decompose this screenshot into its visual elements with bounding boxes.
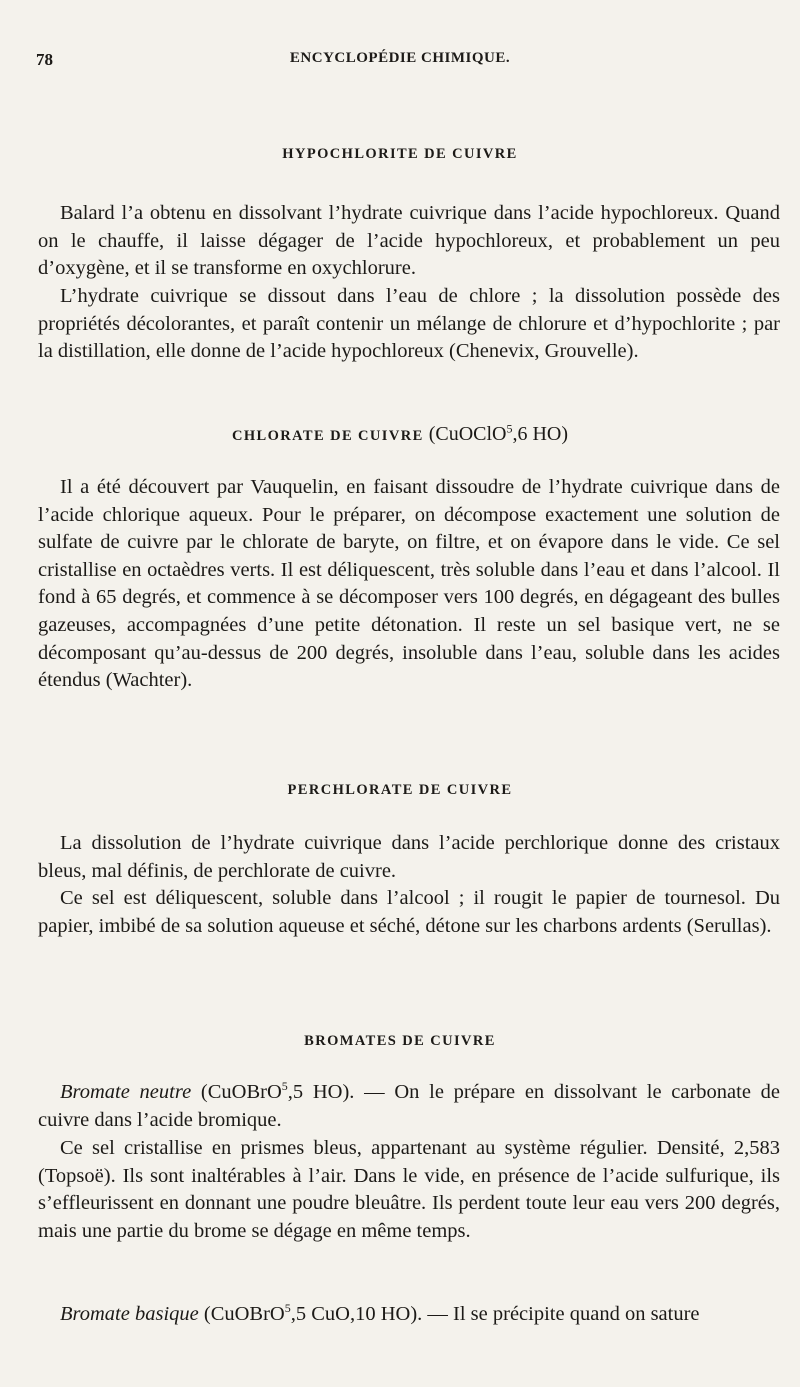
paragraph: La dissolution de l’hydrate cuivrique dans l’acide perchlorique donne des cristaux bleus, mal définis, de perchlorate de cuivre.: [38, 832, 780, 882]
section-heading-hypochlorite: HYPOCHLORITE DE CUIVRE: [282, 146, 518, 162]
paragraph: Ce sel cristallise en prismes bleus, appartenant au système régulier. Densité, 2,583 (Topsoë). Ils sont inaltérables à l’air. Dans le vide, en présence de l’acide sulfurique, ils s’effleurissent en donnant une poudre bleuâtre. Ils perdent toute leur eau vers 200 degrés, mais une partie du brome se dégage en même temps.: [38, 1137, 780, 1242]
subsection-title: Bromate basique: [60, 1303, 199, 1325]
paragraph: Ce sel est déliquescent, soluble dans l’alcool ; il rougit le papier de tournesol. Du papier, imbibé de sa solution aqueuse et séché, détone sur les charbons ardents (Serullas).: [38, 887, 780, 937]
paragraph: Il a été découvert par Vauquelin, en faisant dissoudre de l’hydrate cuivrique dans de l’acide chlorique aqueux. Pour le préparer, on décompose exactement une solution de sulfate de cuivre par le chlorate de baryte, on filtre, et on évapore dans le vide. Ce sel cristallise en octaèdres verts. Il est déliquescent, très soluble dans l’eau et dans l’alcool. Il fond à 65 degrés, et commence à se décomposer vers 100 degrés, en dégageant des bulles gazeuses, accompagnées d’une petite détonation. Il reste un sel basique vert, ne se décomposant qu’au-dessus de 200 degrés, insoluble dans l’eau, soluble dans les acides étendus (Wachter).: [38, 476, 780, 692]
running-title: ENCYCLOPÉDIE CHIMIQUE.: [289, 50, 511, 66]
chemical-formula: (CuOClO$^5$,6 HO): [428, 421, 569, 445]
section-heading-label: CHLORATE DE CUIVRE: [231, 428, 424, 444]
subsection-title: Bromate neutre: [60, 1081, 192, 1103]
section-heading-bromates: BROMATES DE CUIVRE: [304, 1033, 496, 1049]
paragraph-bromate-basique: Bromate basique (CuOBrO$^5$,5 CuO,10 HO). — Il se précipite quand on sature: [60, 1301, 700, 1325]
chemical-formula: (CuOBrO$^5$,5 CuO,10 HO).: [198, 1301, 423, 1325]
page-number: 78: [36, 50, 53, 69]
paragraph-bromate-neutre: Bromate neutre (CuOBrO$^5$,5 HO). — On le prépare en dissolvant le carbonate de cuivre dans l’acide bromique.: [38, 1079, 781, 1131]
paragraph: Balard l’a obtenu en dissolvant l’hydrate cuivrique dans l’acide hypochloreux. Quand on le chauffe, il laisse dégager de l’acide hypochloreux, et probablement un peu d’oxygène, et il se transforme en oxychlorure.: [38, 202, 780, 280]
paragraph: L’hydrate cuivrique se dissout dans l’eau de chlore ; la dissolution possède des propriétés décolorantes, et paraît contenir un mélange de chlorure et d’hypochlorite ; par la distillation, elle donne de l’acide hypochloreux (Chenevix, Grouvelle).: [38, 285, 780, 363]
chemical-formula: (CuOBrO$^5$,5 HO).: [191, 1079, 355, 1103]
section-heading-chlorate: [0, 423, 800, 446]
section-heading-perchlorate: PERCHLORATE DE CUIVRE: [287, 782, 513, 798]
page-header: [0, 50, 800, 74]
